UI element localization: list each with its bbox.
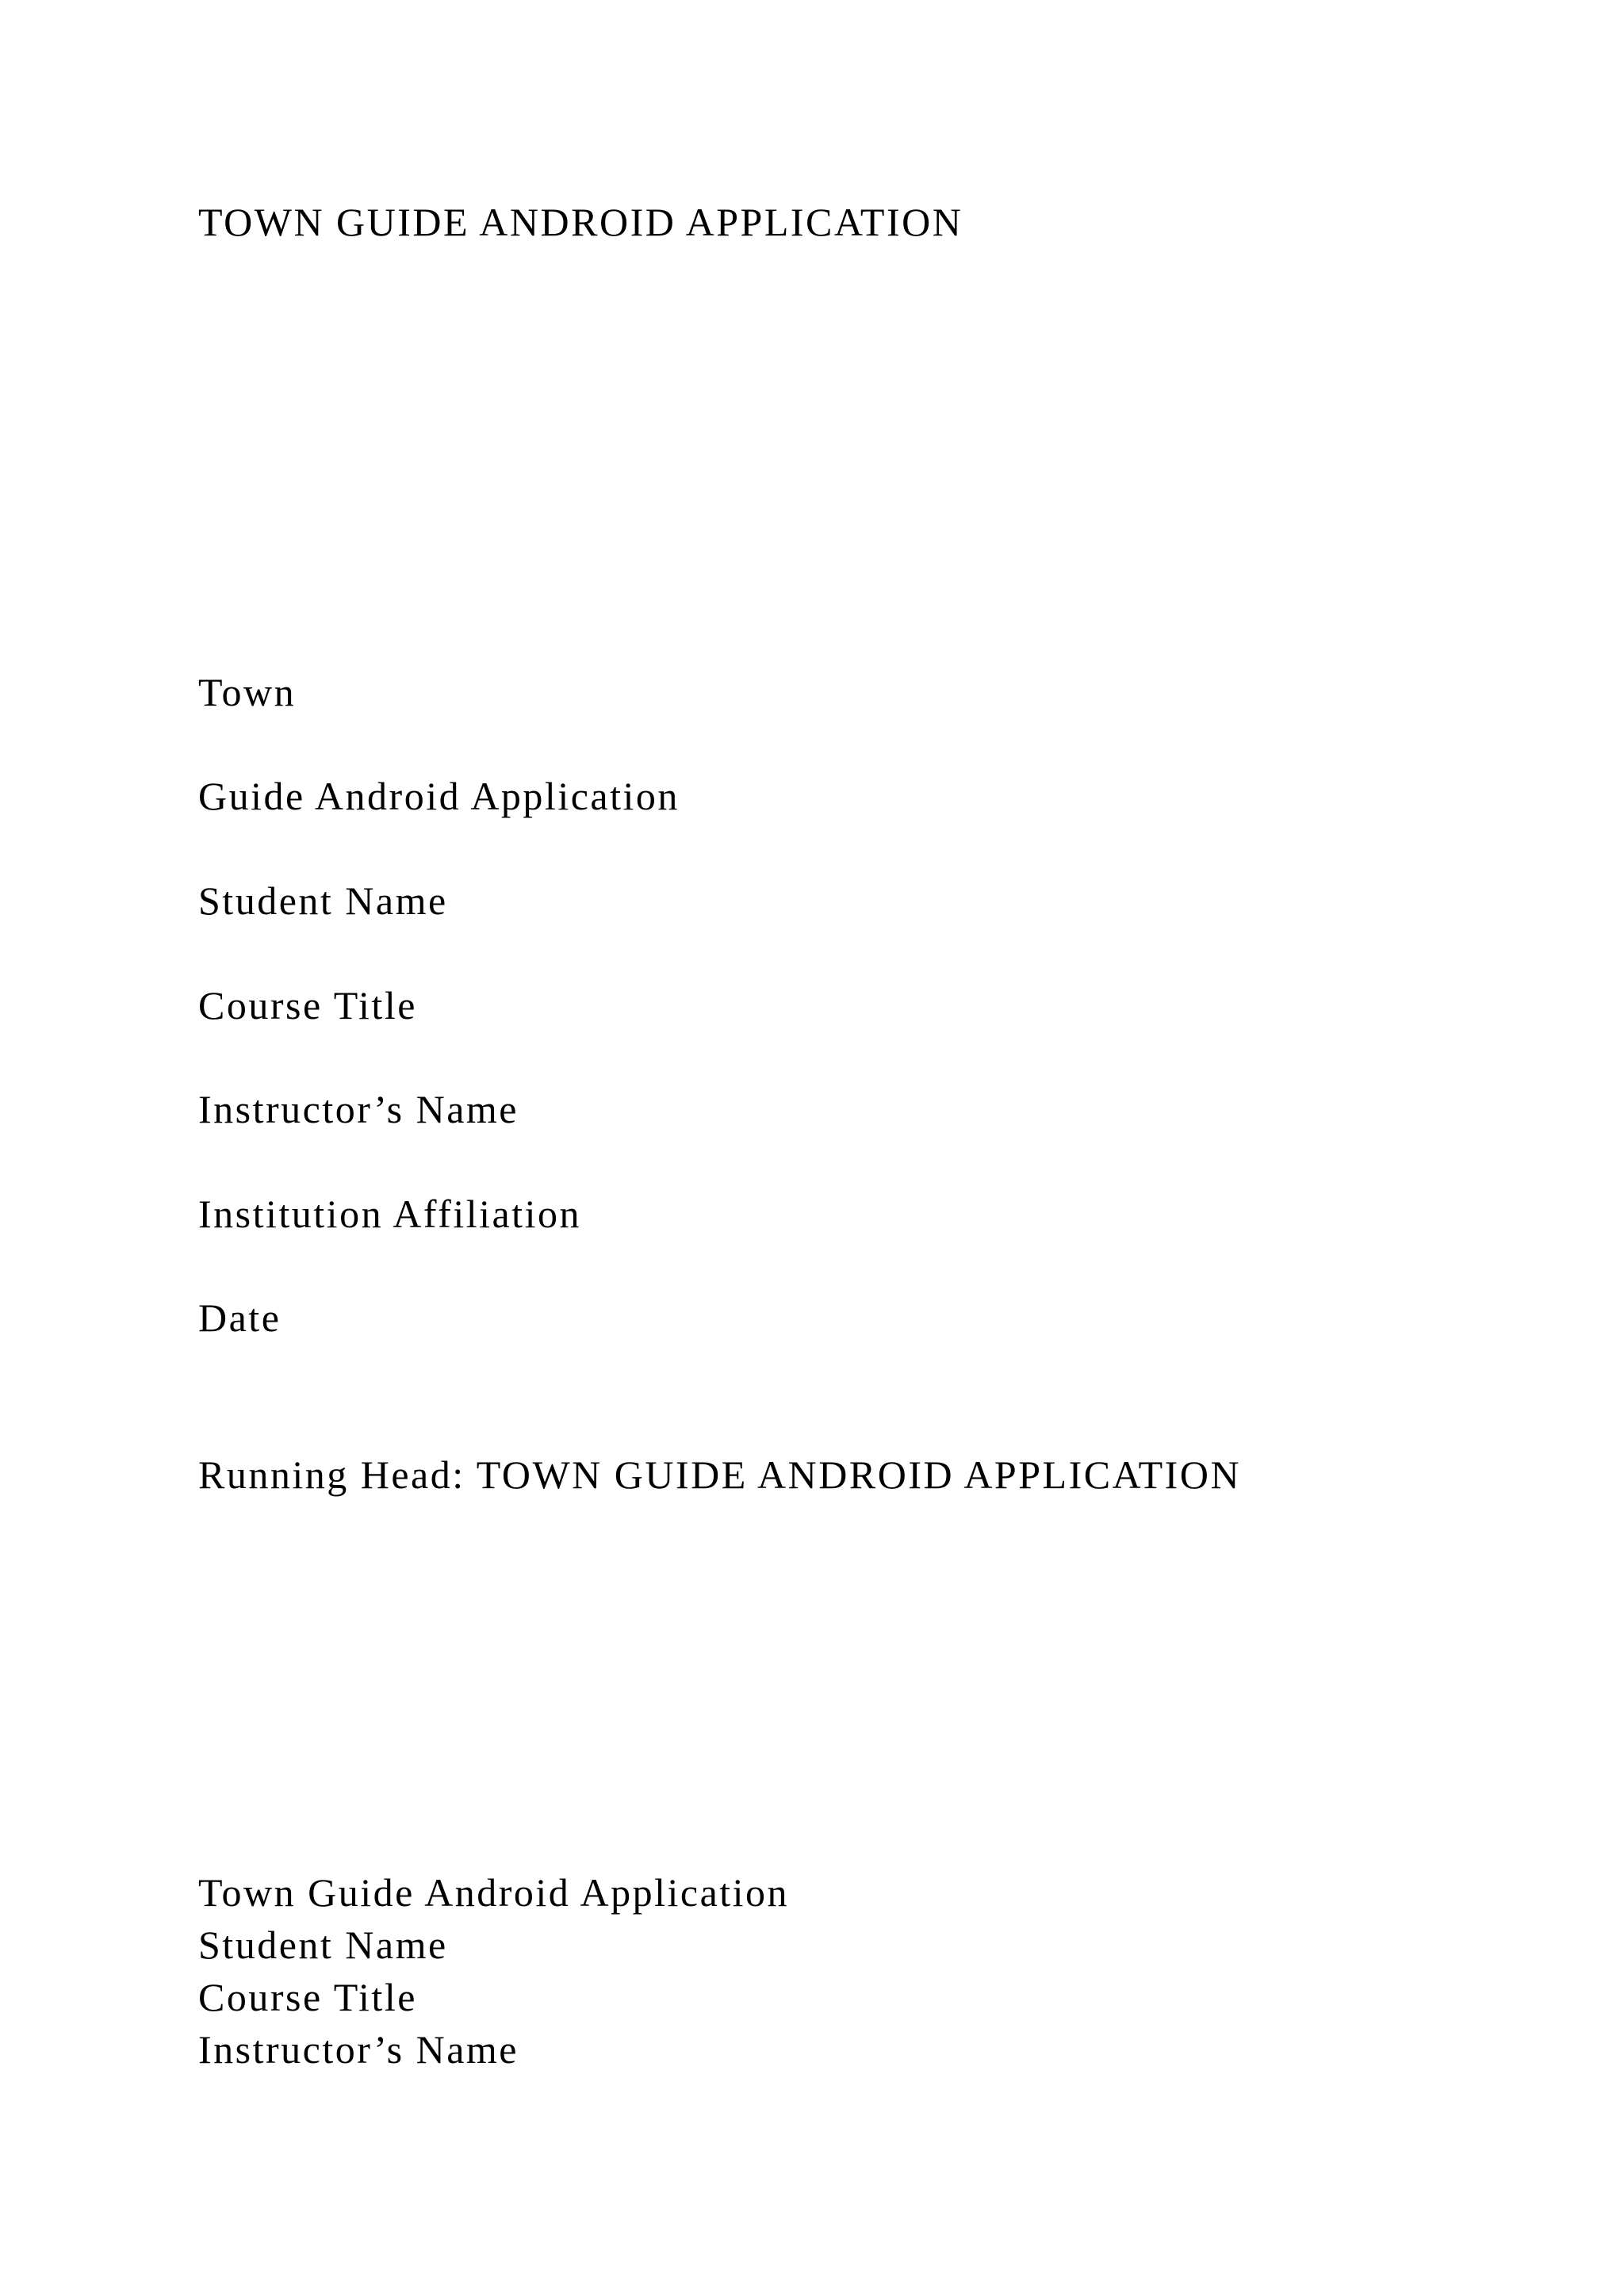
date: Date	[198, 1295, 282, 1340]
title-line-town: Town	[198, 670, 297, 714]
running-head: Running Head: TOWN GUIDE ANDROID APPLICATION	[198, 1452, 1242, 1497]
second-block-course-title: Course Title	[198, 1975, 417, 2019]
second-block-instructor-name: Instructor’s Name	[198, 2027, 519, 2072]
second-block-title: Town Guide Android Application	[198, 1870, 790, 1915]
student-name: Student Name	[198, 878, 448, 923]
second-block-student-name: Student Name	[198, 1923, 448, 1967]
page-header-title: TOWN GUIDE ANDROID APPLICATION	[198, 200, 963, 244]
course-title: Course Title	[198, 983, 417, 1027]
instructor-name: Instructor’s Name	[198, 1087, 519, 1131]
institution-affiliation: Institution Affiliation	[198, 1192, 581, 1236]
title-line-guide: Guide Android Application	[198, 774, 680, 818]
